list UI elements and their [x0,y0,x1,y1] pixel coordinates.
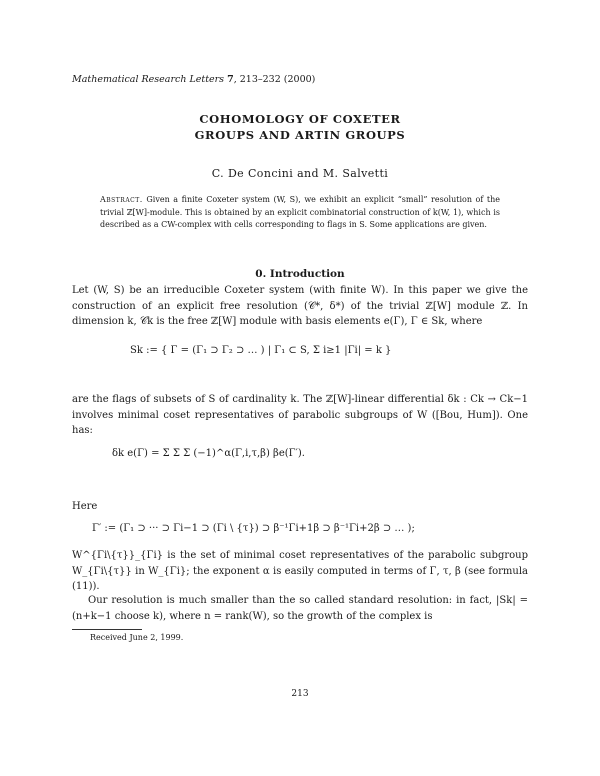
journal-pages: , 213–232 (2000) [233,74,316,85]
intro-paragraph-3: W^{Γi\{τ}}_{Γi} is the set of minimal coset representatives of the parabolic subgroup W_{Γi\{τ}} in W_{Γi}; the exponent α is easily computed in terms of Γ, τ, β (see formula (11)). [72,550,528,592]
paper-title-line-1: COHOMOLOGY OF COXETER [199,112,401,126]
equation-gamma-prime: Γ′ := (Γ₁ ⊃ ··· ⊃ Γi−1 ⊃ (Γi \ {τ}) ⊃ β⁻¹Γi+1β ⊃ β⁻¹Γi+2β ⊃ … ); [92,523,415,534]
abstract [100,194,500,232]
paper-title-line-2: GROUPS AND ARTIN GROUPS [194,128,406,142]
journal-citation [72,74,315,85]
equation-differential: δk e(Γ) = Σ Σ Σ (−1)^α(Γ,i,τ,β) βe(Γ′). [112,448,305,459]
section-heading: 0. Introduction [255,268,345,280]
abstract-label: Abstract. [100,195,143,204]
paper-authors: C. De Concini and M. Salvetti [211,167,389,180]
intro-paragraph-1: Let (W, S) be an irreducible Coxeter system (with finite W). In this paper we give the construction of an explicit free resolution (𝒞*, δ*) of the trivial ℤ[W] module ℤ. In dimension k, 𝒞k is the free ℤ[W] module with basis elements e(Γ), Γ ∈ Sk, where [72,285,528,327]
journal-name: Mathematical Research Letters [72,74,225,85]
intro-paragraph-2: are the flags of subsets of S of cardinality k. The ℤ[W]-linear differential δk : Ck → Ck−1 involves minimal coset representatives of parabolic subgroups of W ([Bou, Hum]). One has: [72,394,528,436]
intro-paragraph-4: Our resolution is much smaller than the so called standard resolution: in fact, |Sk| = (n+k−1 choose k), where n = rank(W), so the growth of the complex is [72,595,528,622]
journal-volume: 7 [227,74,234,85]
here-label: Here [72,501,98,512]
page-number: 213 [291,689,309,699]
abstract-text: Given a finite Coxeter system (W, S), we exhibit an explicit “small” resolution of the trivial ℤ[W]-module. This is obtained by an explicit combinatorial construction of k(W, 1), which is described as a CW-complex with cells corresponding to flags in S. Some applications are given. [100,195,500,229]
footnote-rule [72,629,142,630]
footnote-received: Received June 2, 1999. [90,633,184,642]
equation-flags-definition: Sk := { Γ = (Γ₁ ⊃ Γ₂ ⊃ … ) | Γ₁ ⊂ S, Σ i≥1 |Γi| = k } [130,345,392,356]
